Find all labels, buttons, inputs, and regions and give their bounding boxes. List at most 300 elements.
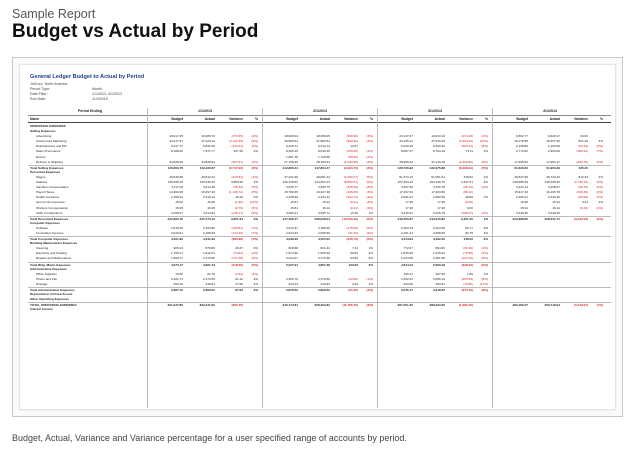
table-cell: 130.63: [348, 262, 358, 267]
table-cell: 220,362.16: [167, 216, 183, 221]
table-cell: 0.24: [581, 200, 588, 205]
table-cell: 2%: [253, 216, 258, 221]
table-cell: 1.89: [466, 271, 473, 276]
table-cell: 132,975.88: [429, 165, 445, 170]
table-cell: (5%): [481, 144, 488, 149]
row-name: Selling Expenses: [30, 129, 56, 134]
table-cell: (3%): [251, 185, 258, 190]
table-cell: (189.44): [576, 149, 588, 154]
table-cell: 112,860.44: [282, 165, 298, 170]
table-cell: 19,813.19: [431, 134, 445, 139]
period-divider: [492, 108, 493, 408]
table-cell: 448.91: [205, 281, 215, 286]
table-cell: 157.25: [233, 149, 243, 154]
row-name: Depreciation of Fixed Assets: [30, 292, 73, 297]
table-cell: (8%): [366, 185, 373, 190]
table-cell: (22.80): [348, 276, 358, 281]
table-cell: 2,153.86: [202, 225, 215, 230]
table-cell: (4,730.16): [573, 180, 588, 185]
table-cell: 228,231.71: [544, 216, 560, 221]
table-cell: 3,436.78: [432, 185, 445, 190]
row-name: Total Computer Expenses: [30, 237, 68, 242]
table-cell: 3%: [253, 288, 258, 292]
table-cell: (13%): [249, 200, 258, 205]
table-cell: (9%): [251, 139, 258, 144]
table-cell: 8,306.46: [285, 149, 298, 154]
table-cell: 1%: [368, 210, 373, 215]
table-cell: 3%: [253, 246, 258, 251]
table-cell: (0.23): [579, 205, 588, 210]
table-cell: (31.99): [463, 246, 473, 251]
table-cell: (283.04): [461, 144, 473, 149]
table-cell: 2,066.56: [317, 230, 330, 235]
table-cell: 3,213.48: [202, 185, 215, 190]
table-cell: 5,027.91: [285, 262, 298, 267]
table-cell: 1,768.17: [170, 251, 183, 256]
table-cell: 34.60: [580, 134, 588, 139]
table-cell: (2%): [366, 230, 373, 235]
table-cell: 1%: [368, 281, 373, 286]
table-cell: (446.83): [346, 190, 358, 195]
table-cell: 15.81: [290, 205, 298, 210]
table-cell: 1%: [483, 149, 488, 154]
table-cell: (293.75): [231, 303, 243, 308]
table-cell: (6%): [481, 159, 488, 164]
table-cell: 61,903.39: [546, 165, 560, 170]
table-cell: 4,897.28: [317, 262, 330, 267]
table-cell: 37,229.12: [201, 139, 215, 144]
table-cell: 16.49: [350, 210, 358, 215]
column-header: Budget: [286, 117, 298, 121]
table-cell: 2%: [483, 180, 488, 185]
row-name: Consultant Services: [36, 230, 64, 235]
table-cell: (4,219.97): [573, 303, 588, 308]
table-cell: 149,588.29: [512, 180, 528, 185]
table-cell: (2%): [596, 216, 603, 221]
table-cell: 242,915.82: [429, 216, 445, 221]
table-cell: 362,241.60: [199, 303, 215, 308]
table-cell: 2%: [368, 256, 373, 261]
table-cell: (5%): [251, 210, 258, 215]
table-cell: 772.67: [403, 246, 413, 251]
table-cell: 3,117.09: [171, 185, 183, 190]
table-cell: (3%): [596, 195, 603, 200]
table-cell: 1%: [483, 195, 488, 200]
table-cell: 3,298.57: [547, 185, 560, 190]
report-caption: Budget, Actual, Variance and Variance percentage for a user specified range of accounts by period.: [12, 433, 407, 443]
table-cell: (3%): [366, 303, 373, 308]
table-cell: 2,188.06: [202, 230, 215, 235]
table-cell: 73.11: [465, 149, 473, 154]
table-cell: 4,341.92: [202, 237, 215, 242]
column-header: Variance: [574, 117, 588, 121]
table-cell: (3%): [251, 165, 258, 170]
table-cell: 2,223.66: [432, 225, 445, 230]
table-cell: 15.38: [175, 205, 183, 210]
table-cell: (6%): [251, 144, 258, 149]
meta-key: Run Date:: [30, 97, 47, 101]
table-cell: 136,498.18: [167, 180, 183, 185]
table-cell: 2,434.13: [317, 195, 330, 200]
table-cell: (216.72): [346, 237, 358, 242]
table-cell: 16.22: [322, 200, 330, 205]
table-cell: (4%): [366, 154, 373, 159]
report-page: [19, 64, 616, 410]
report-rows: [28, 124, 611, 312]
table-cell: 16.48: [520, 200, 528, 205]
table-cell: (6,298.04): [458, 165, 473, 170]
row-name: Salaries: [36, 180, 48, 185]
table-cell: 49,681.44: [316, 174, 330, 179]
column-header: Actual: [319, 117, 330, 121]
table-cell: 2,631.47: [400, 195, 413, 200]
table-cell: 78.42: [175, 271, 183, 276]
table-cell: 3,367.66: [400, 185, 413, 190]
table-cell: (4%): [251, 251, 258, 256]
table-cell: (2,903.73): [343, 165, 358, 170]
row-name: 401K Contributions: [36, 210, 63, 215]
period-divider: [377, 108, 378, 408]
table-cell: 117,864.17: [314, 165, 330, 170]
table-cell: (5%): [366, 216, 373, 221]
table-cell: 16,227.48: [316, 190, 330, 195]
table-cell: (41.63): [348, 230, 358, 235]
table-cell: (65.09): [578, 195, 588, 200]
table-cell: (203.56): [461, 276, 473, 281]
table-cell: 34,828.05: [169, 159, 183, 164]
table-cell: (228.99): [346, 185, 358, 190]
table-cell: 148.52: [463, 237, 473, 242]
table-cell: 424.13: [288, 281, 298, 286]
table-cell: (2%): [596, 185, 603, 190]
table-cell: 6,425.71: [285, 144, 298, 149]
table-cell: 91.12: [235, 276, 243, 281]
table-cell: 1,651.78: [285, 154, 298, 159]
table-cell: 828.88: [288, 246, 298, 251]
table-cell: 2,461.71: [170, 276, 183, 281]
table-cell: 17,655.62: [514, 159, 528, 164]
table-cell: (218.56): [231, 262, 243, 267]
table-cell: 27,759.96: [284, 159, 298, 164]
table-cell: (470.54): [231, 174, 243, 179]
row-name: Health Insurance: [36, 195, 60, 200]
table-cell: (145.17): [231, 210, 243, 215]
table-cell: 3,248.36: [547, 210, 560, 215]
row-name: Workers Compensation: [36, 205, 69, 210]
row-name: Entertainment and PR: [36, 144, 67, 149]
table-cell: 223,988.85: [512, 216, 528, 221]
table-cell: 1,974.96: [285, 251, 298, 256]
table-cell: 17,197.64: [399, 190, 413, 195]
table-cell: 16.14: [552, 205, 560, 210]
row-name: Administrative Expenses: [30, 266, 67, 271]
table-cell: (96.40): [233, 185, 243, 190]
meta-key: JetCorp, North America: [30, 82, 68, 86]
meta-value: Month: [92, 87, 102, 91]
meta-value: 11/3/2015: [92, 97, 108, 101]
table-cell: (73.84): [233, 251, 243, 256]
table-cell: 2%: [253, 149, 258, 154]
table-cell: 905.23: [173, 246, 183, 251]
table-cell: (2%): [596, 190, 603, 195]
table-cell: 17,951.37: [546, 159, 560, 164]
table-cell: 878.86: [205, 246, 215, 251]
table-cell: 4,255.02: [317, 237, 330, 242]
table-cell: (990.90): [346, 139, 358, 144]
table-cell: (11,785.75): [342, 303, 358, 308]
table-cell: (3,354.04): [458, 139, 473, 144]
table-cell: 4,673.17: [170, 262, 183, 267]
table-cell: (3%): [596, 180, 603, 185]
table-cell: 821.45: [578, 139, 588, 144]
table-cell: (4%): [366, 149, 373, 154]
row-name: Events: [36, 154, 46, 159]
table-cell: 2,234.58: [400, 256, 413, 261]
table-cell: 419.93: [320, 281, 330, 286]
table-cell: 53.59: [350, 256, 358, 261]
table-cell: 28,357.50: [546, 139, 560, 144]
table-cell: (3%): [366, 139, 373, 144]
table-cell: (8,852.61): [343, 180, 358, 185]
table-cell: (1%): [596, 303, 603, 308]
table-cell: 2,193.09: [547, 144, 560, 149]
table-cell: (238.94): [461, 262, 473, 267]
table-cell: (2%): [481, 134, 488, 139]
table-cell: 16.08: [207, 205, 215, 210]
table-cell: 3,461.45: [460, 216, 473, 221]
table-cell: 8,108.02: [170, 149, 183, 154]
table-cell: 134,263.13: [314, 180, 330, 185]
table-cell: 69.60: [350, 251, 358, 256]
table-cell: 423.06: [403, 281, 413, 286]
row-name: Group Life Insurance: [36, 200, 65, 205]
table-cell: 164,196.75: [429, 180, 445, 185]
table-cell: 18,928.04: [284, 134, 298, 139]
table-cell: 2,456.32: [170, 195, 183, 200]
table-cell: 8,867.27: [400, 149, 413, 154]
period-label: 3/1/2013: [428, 109, 442, 113]
table-cell: (3%): [366, 134, 373, 139]
table-cell: 19,489.70: [201, 134, 215, 139]
table-cell: (1,049.98): [343, 159, 358, 164]
table-cell: 2,293.43: [400, 225, 413, 230]
table-cell: (3,011.55): [229, 139, 243, 144]
table-cell: 20,137.37: [399, 134, 413, 139]
table-cell: 2,899.52: [202, 288, 215, 292]
column-header: Variance: [459, 117, 473, 121]
table-cell: (108.27): [461, 210, 473, 215]
table-cell: 1,836.99: [400, 251, 413, 256]
table-cell: 2,068.66: [432, 230, 445, 235]
table-cell: 87.63: [235, 288, 243, 292]
report-title: General Ledger Budget to Actual by Period: [30, 74, 145, 80]
table-cell: 6,026.26: [400, 144, 413, 149]
table-cell: 2,770.62: [515, 149, 528, 154]
row-name: Electricity and Heating: [36, 251, 67, 256]
table-cell: (273.13): [461, 288, 473, 292]
table-cell: (4%): [481, 251, 488, 256]
table-cell: 167,394.24: [397, 180, 413, 185]
table-cell: 3%: [253, 180, 258, 185]
table-cell: 8,016.40: [317, 149, 330, 154]
table-cell: (0.31): [349, 205, 358, 210]
row-name: Advertising: [36, 134, 52, 139]
row-name: Interest Income: [30, 307, 53, 312]
row-name: Cleaning: [36, 246, 49, 251]
table-cell: 36,889.64: [284, 139, 298, 144]
table-cell: 37,549.45: [431, 139, 445, 144]
table-cell: (9%): [481, 288, 488, 292]
table-cell: 128,726.93: [397, 165, 413, 170]
table-cell: 4.20: [351, 281, 358, 286]
table-cell: 2,430.30: [547, 195, 560, 200]
table-cell: 135.45: [578, 165, 588, 170]
table-cell: 3%: [368, 262, 373, 267]
table-cell: 2,656.19: [432, 276, 445, 281]
meta-key: Date Filter:: [30, 92, 48, 96]
table-cell: 2,452.63: [400, 276, 413, 281]
meta-value: 1/1/2013..4/1/2013: [92, 92, 122, 96]
table-cell: 17,283.86: [431, 190, 445, 195]
table-cell: (280.96): [231, 237, 243, 242]
name-column-header: Name: [30, 117, 40, 121]
table-cell: 37,880.54: [316, 139, 330, 144]
table-cell: (5%): [251, 205, 258, 210]
table-cell: 2,960.06: [547, 149, 560, 154]
row-name: Building Maintenance Expenses: [30, 241, 78, 246]
row-name: Total Selling Expenses: [30, 165, 64, 170]
table-cell: 358,363.82: [314, 303, 330, 308]
table-cell: 6,309.30: [432, 144, 445, 149]
table-cell: 1,905.36: [317, 251, 330, 256]
table-cell: (473.35): [231, 134, 243, 139]
page-title: Budget vs Actual by Period: [12, 21, 259, 42]
row-name: OPERATING EXPENSES: [30, 124, 66, 128]
table-cell: 2,170.48: [317, 256, 330, 261]
column-header-row: [28, 116, 611, 123]
table-cell: 9,628.17: [547, 134, 560, 139]
table-cell: 46.20: [235, 195, 243, 200]
table-cell: 2,043.61: [170, 230, 183, 235]
table-cell: (66.43): [578, 185, 588, 190]
period-header-row: [28, 108, 611, 116]
table-cell: 804.66: [435, 246, 445, 251]
table-cell: 2,456.79: [285, 276, 298, 281]
table-cell: (54.23): [578, 144, 588, 149]
row-name: Total Administrative Expenses: [30, 288, 75, 292]
table-cell: (7%): [251, 225, 258, 230]
table-cell: 146,128.52: [282, 180, 298, 185]
table-cell: (2%): [481, 185, 488, 190]
table-cell: 49,723.42: [546, 174, 560, 179]
table-cell: (17%): [479, 281, 488, 286]
table-cell: 8,794.16: [432, 149, 445, 154]
table-cell: (0.41): [349, 200, 358, 205]
table-cell: 3,801.34: [230, 216, 243, 221]
table-cell: 3,248.36: [515, 210, 528, 215]
table-cell: 3,318.51: [400, 210, 413, 215]
table-cell: 29,178.95: [514, 139, 528, 144]
table-cell: 286,186.07: [512, 303, 528, 308]
table-cell: 1%: [483, 174, 488, 179]
table-cell: 51,051.61: [431, 174, 445, 179]
row-name: Outsourced Marketing: [36, 139, 67, 144]
table-cell: (2%): [596, 159, 603, 164]
table-cell: (309.06): [346, 149, 358, 154]
table-cell: 34,217.57: [169, 139, 183, 144]
table-cell: 17.28: [437, 200, 445, 205]
meta-key: Period Type:: [30, 87, 51, 91]
table-cell: 4%: [253, 276, 258, 281]
period-label: 1/1/2013: [198, 109, 212, 113]
row-name: Payroll Taxes: [36, 190, 55, 195]
table-cell: 388,333.35: [429, 303, 445, 308]
table-cell: 2,410.12: [202, 195, 215, 200]
table-row: [28, 307, 611, 312]
table-cell: 119,130.67: [199, 165, 215, 170]
table-cell: 3,318.30: [432, 288, 445, 292]
table-cell: 38.89: [465, 195, 473, 200]
table-cell: 2,188.46: [317, 225, 330, 230]
table-cell: 4%: [483, 230, 488, 235]
table-cell: 1,720.58: [317, 154, 330, 159]
table-cell: (6%): [481, 256, 488, 261]
table-cell: 16.24: [552, 200, 560, 205]
row-name: Personnel Expenses: [30, 169, 61, 174]
table-cell: 49,810.42: [201, 174, 215, 179]
table-cell: 1%: [598, 200, 603, 205]
table-cell: 19,917.35: [169, 134, 183, 139]
table-cell: (9%): [251, 256, 258, 261]
column-header: %: [369, 117, 373, 121]
table-cell: 9,862.77: [515, 134, 528, 139]
column-header: %: [254, 117, 258, 121]
table-cell: 1,842.01: [202, 251, 215, 256]
table-cell: 2,479.59: [317, 276, 330, 281]
table-cell: (4%): [366, 159, 373, 164]
column-header: Variance: [229, 117, 243, 121]
column-header: Actual: [434, 117, 445, 121]
table-cell: 3,232.14: [515, 185, 528, 190]
table-cell: 47,221.99: [284, 174, 298, 179]
row-name: Computer Expenses: [30, 220, 60, 225]
table-cell: 18,388.05: [316, 134, 330, 139]
column-header: Actual: [549, 117, 560, 121]
period-label: 4/1/2013: [543, 109, 557, 113]
table-cell: 3,045.17: [400, 288, 413, 292]
row-name: Software: [36, 225, 49, 230]
table-cell: 16.12: [322, 205, 330, 210]
table-cell: 246,356.37: [397, 216, 413, 221]
row-name: Postage: [36, 281, 48, 286]
table-cell: 2,170.86: [202, 256, 215, 261]
report-meta: [30, 82, 122, 102]
table-cell: 290,718.94: [544, 303, 560, 308]
table-cell: 7,971.77: [202, 149, 215, 154]
table-cell: 167.58: [435, 271, 445, 276]
column-header: %: [599, 117, 603, 121]
table-cell: (413.31): [231, 144, 243, 149]
table-cell: (3,717.93): [228, 165, 243, 170]
table-cell: 4%: [368, 251, 373, 256]
table-cell: (7%): [251, 237, 258, 242]
table-cell: 2,370.59: [202, 276, 215, 281]
table-cell: 82.75: [465, 230, 473, 235]
table-cell: 17.28: [405, 200, 413, 205]
period-divider: [147, 108, 148, 408]
table-cell: 15.02: [175, 200, 183, 205]
table-cell: 34,808.92: [201, 159, 215, 164]
